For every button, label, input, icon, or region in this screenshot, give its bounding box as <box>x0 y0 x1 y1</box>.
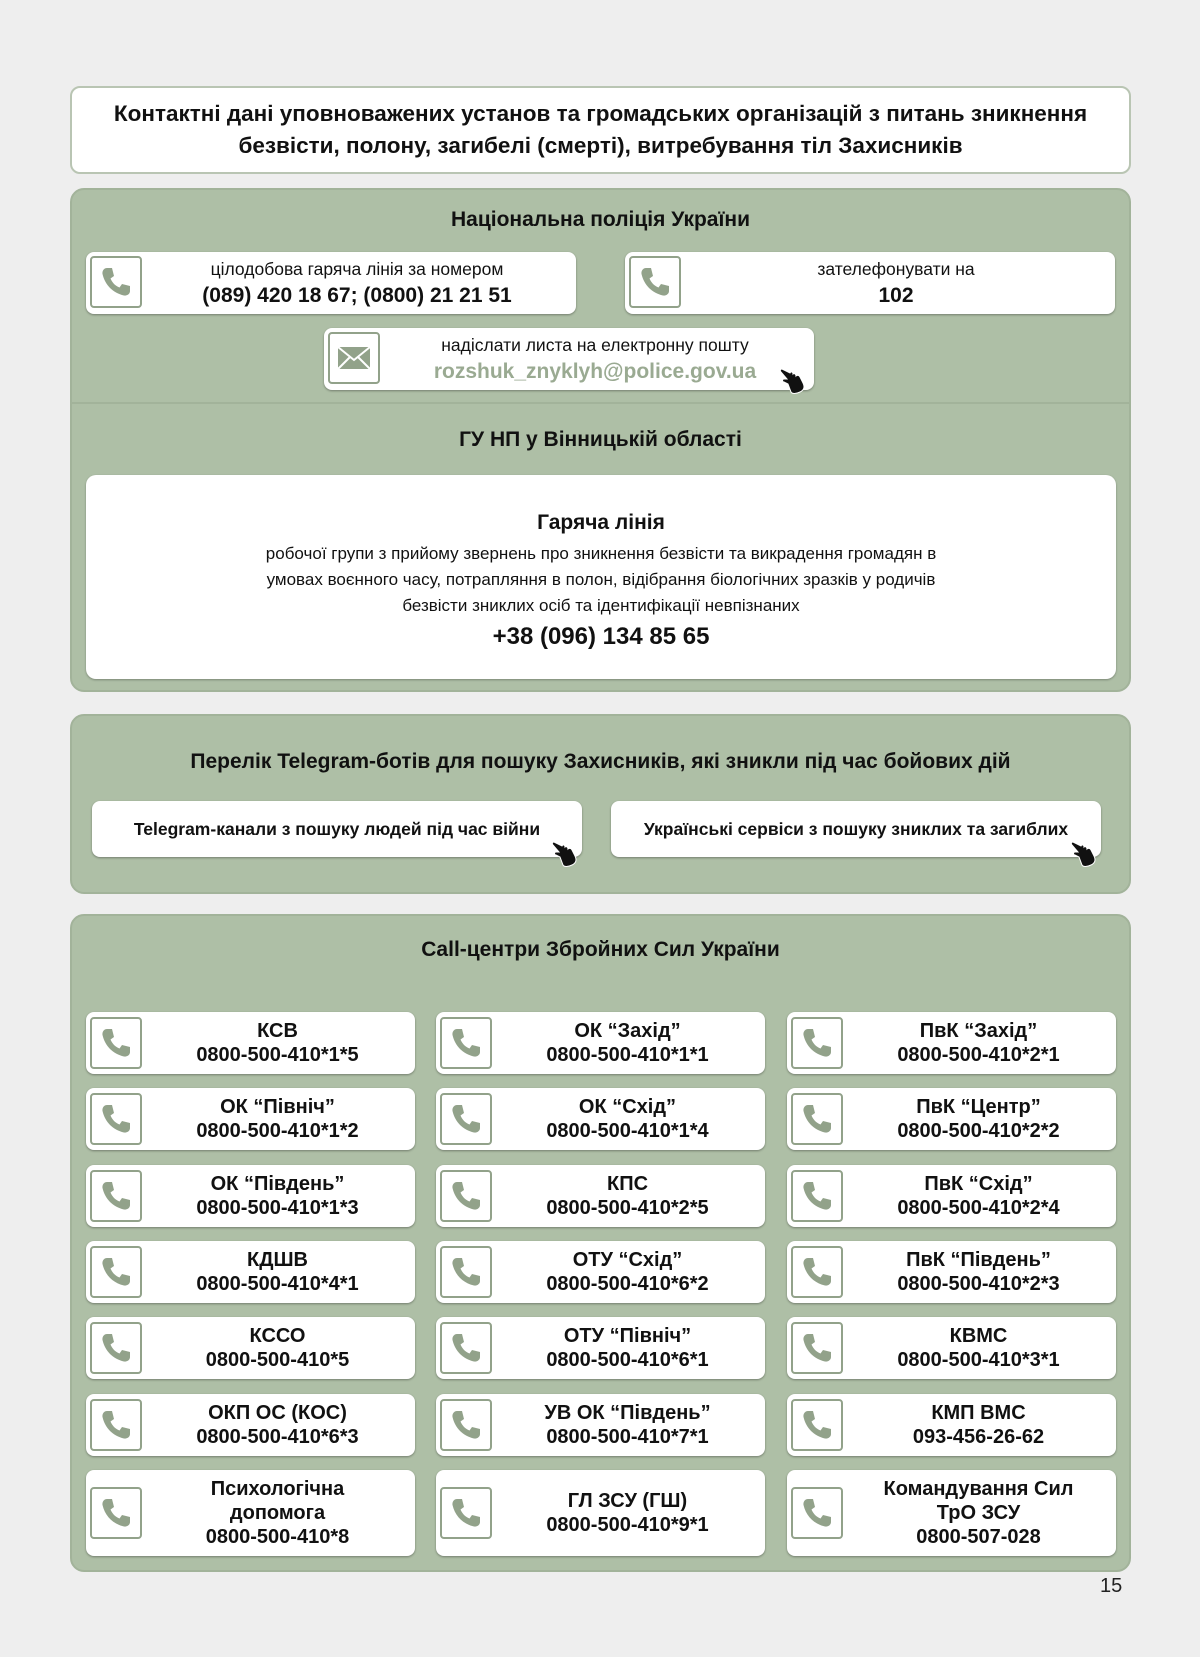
police-email-link[interactable]: rozshuk_znyklyh@police.gov.ua <box>433 359 757 383</box>
hotline-desc-line-3: безвісти зниклих осіб та ідентифікації невпізнаних <box>402 596 800 615</box>
call-center-phone: 0800-500-410*6*2 <box>546 1273 709 1295</box>
call-center-phone: 0800-500-410*1*3 <box>196 1197 359 1219</box>
call-center-name: ОК “Захід” <box>574 1020 681 1042</box>
phone-icon <box>90 256 142 308</box>
call-center-phone: 0800-500-410*1*1 <box>546 1044 709 1066</box>
section-divider <box>72 402 1129 404</box>
phone-icon <box>791 1093 843 1145</box>
call-center-name: ГЛ ЗСУ (ГШ) <box>567 1490 688 1512</box>
telegram-channels-link[interactable] <box>92 801 582 857</box>
police-email-label: надіслати листа на електронну пошту <box>441 334 749 355</box>
call-center-phone: 0800-507-028 <box>916 1526 1041 1548</box>
call-center-name: ОК “Схід” <box>578 1096 677 1118</box>
telegram-heading: Перелік Telegram-ботів для пошуку Захисників, які зникли під час бойових дій <box>190 750 1011 773</box>
call-center-card[interactable] <box>436 1317 765 1379</box>
call-center-name: ОК “Північ” <box>220 1096 335 1118</box>
call-center-phone: 0800-500-410*2*2 <box>897 1120 1060 1142</box>
police-section <box>70 188 1131 692</box>
call-center-phone: 0800-500-410*2*1 <box>897 1044 1060 1066</box>
call-center-name: Психологічна <box>210 1478 345 1500</box>
call-center-phone: 0800-500-410*5 <box>205 1349 350 1371</box>
call-center-name: ТрО ЗСУ <box>936 1502 1021 1524</box>
phone-icon <box>90 1093 142 1145</box>
phone-icon <box>629 256 681 308</box>
call-center-name: КВМС <box>949 1325 1008 1347</box>
call-center-phone: 0800-500-410*6*3 <box>196 1426 359 1448</box>
call-center-name: КПС <box>606 1173 649 1195</box>
call-center-card[interactable] <box>787 1394 1116 1456</box>
call-center-phone: 0800-500-410*1*5 <box>196 1044 359 1066</box>
vinnytsia-hotline-card <box>86 475 1116 679</box>
police-email-card[interactable] <box>324 328 814 390</box>
telegram-section <box>70 714 1131 894</box>
call-center-name: КМП ВМС <box>931 1402 1026 1424</box>
page-title <box>70 86 1131 174</box>
phone-icon <box>791 1399 843 1451</box>
pointer-hand-icon <box>548 839 578 869</box>
call-center-phone: 0800-500-410*8 <box>205 1526 350 1548</box>
call-center-name: ПвК “Південь” <box>906 1249 1051 1271</box>
police-hotline-label: цілодобова гаряча лінія за номером <box>210 258 504 279</box>
phone-icon <box>440 1246 492 1298</box>
call-center-name: ОТУ “Північ” <box>563 1325 692 1347</box>
call-center-name: ПвК “Схід” <box>924 1173 1033 1195</box>
call-center-phone: 0800-500-410*2*5 <box>546 1197 709 1219</box>
call-center-phone: 0800-500-410*1*2 <box>196 1120 359 1142</box>
envelope-icon <box>328 332 380 384</box>
call-center-name: УВ ОК “Південь” <box>544 1402 711 1424</box>
phone-icon <box>791 1246 843 1298</box>
call-center-name: КСВ <box>257 1020 298 1042</box>
call-center-name: Командування Сил <box>883 1478 1074 1500</box>
telegram-link-label: Telegram-канали з пошуку людей під час війни <box>133 818 541 839</box>
pointer-hand-icon <box>776 366 806 396</box>
call-center-card[interactable] <box>86 1470 415 1556</box>
call-center-card[interactable] <box>787 1165 1116 1227</box>
police-hotline-number: (089) 420 18 67; (0800) 21 21 51 <box>202 283 512 307</box>
title-line-2: безвісти, полону, загибелі (смерті), витребування тіл Захисників <box>238 133 963 158</box>
phone-icon <box>90 1322 142 1374</box>
call-center-card[interactable] <box>86 1241 415 1303</box>
phone-icon <box>90 1399 142 1451</box>
call-center-card[interactable] <box>86 1317 415 1379</box>
call-center-name: ОК “Південь” <box>210 1173 345 1195</box>
phone-icon <box>90 1246 142 1298</box>
police-hotline-card[interactable] <box>86 252 576 314</box>
police-call-number: 102 <box>878 283 914 307</box>
hotline-desc-line-1: робочої групи з прийому звернень про зникнення безвісти та викрадення громадян в <box>265 544 937 563</box>
page-number: 15 <box>1100 1575 1123 1597</box>
call-center-phone: 0800-500-410*9*1 <box>546 1514 709 1536</box>
call-center-phone: 0800-500-410*2*3 <box>897 1273 1060 1295</box>
call-center-card[interactable] <box>787 1241 1116 1303</box>
call-center-card[interactable] <box>86 1394 415 1456</box>
phone-icon <box>440 1399 492 1451</box>
call-center-card[interactable] <box>86 1165 415 1227</box>
police-heading: Національна поліція України <box>450 208 750 231</box>
call-center-phone: 093-456-26-62 <box>912 1426 1045 1448</box>
call-center-card[interactable] <box>86 1088 415 1150</box>
call-center-card[interactable] <box>787 1088 1116 1150</box>
call-center-phone: 0800-500-410*1*4 <box>546 1120 709 1142</box>
pointer-hand-icon <box>1067 839 1097 869</box>
call-center-card[interactable] <box>787 1012 1116 1074</box>
phone-icon <box>440 1487 492 1539</box>
call-centers-heading: Call-центри Збройних Сил України <box>421 938 780 961</box>
vinnytsia-heading: ГУ НП у Вінницькій області <box>459 428 742 451</box>
call-center-card[interactable] <box>787 1317 1116 1379</box>
call-center-name: ПвК “Центр” <box>916 1096 1041 1118</box>
call-center-phone: 0800-500-410*4*1 <box>196 1273 359 1295</box>
phone-icon <box>791 1322 843 1374</box>
phone-icon <box>90 1017 142 1069</box>
hotline-desc-line-2: умовах воєнного часу, потрапляння в полон, відібрання біологічних зразків у родичів <box>266 570 936 589</box>
call-centers-section <box>70 914 1131 1572</box>
call-center-name: КССО <box>249 1325 306 1347</box>
call-center-card[interactable] <box>436 1394 765 1456</box>
phone-icon <box>90 1170 142 1222</box>
call-center-phone: 0800-500-410*3*1 <box>897 1349 1060 1371</box>
call-center-name: ПвК “Захід” <box>919 1020 1038 1042</box>
call-center-name: допомога <box>229 1502 326 1524</box>
telegram-link-label: Українські сервіси з пошуку зниклих та загиблих <box>643 818 1069 839</box>
call-center-phone: 0800-500-410*2*4 <box>897 1197 1060 1219</box>
phone-icon <box>791 1017 843 1069</box>
call-center-card[interactable] <box>787 1470 1116 1556</box>
call-center-name: ОТУ “Схід” <box>572 1249 683 1271</box>
call-center-card[interactable] <box>86 1012 415 1074</box>
call-center-card[interactable] <box>436 1165 765 1227</box>
phone-icon <box>791 1170 843 1222</box>
hotline-phone[interactable]: +38 (096) 134 85 65 <box>492 623 710 650</box>
ukrainian-services-link[interactable] <box>611 801 1101 857</box>
phone-icon <box>791 1487 843 1539</box>
title-line-1: Контактні дані уповноважених установ та громадських організацій з питань зникнення <box>113 101 1088 126</box>
phone-icon <box>440 1322 492 1374</box>
hotline-title: Гаряча лінія <box>537 511 665 534</box>
phone-icon <box>440 1017 492 1069</box>
call-center-card[interactable] <box>436 1088 765 1150</box>
call-center-card[interactable] <box>436 1012 765 1074</box>
call-center-phone: 0800-500-410*6*1 <box>546 1349 709 1371</box>
phone-icon <box>440 1170 492 1222</box>
call-center-name: КДШВ <box>247 1249 308 1271</box>
phone-icon <box>440 1093 492 1145</box>
phone-icon <box>90 1487 142 1539</box>
call-center-card[interactable] <box>436 1470 765 1556</box>
police-call-label: зателефонувати на <box>817 258 975 279</box>
call-center-name: ОКП ОС (КОС) <box>208 1402 347 1424</box>
call-center-card[interactable] <box>436 1241 765 1303</box>
call-center-phone: 0800-500-410*7*1 <box>546 1426 709 1448</box>
police-102-card[interactable] <box>625 252 1115 314</box>
